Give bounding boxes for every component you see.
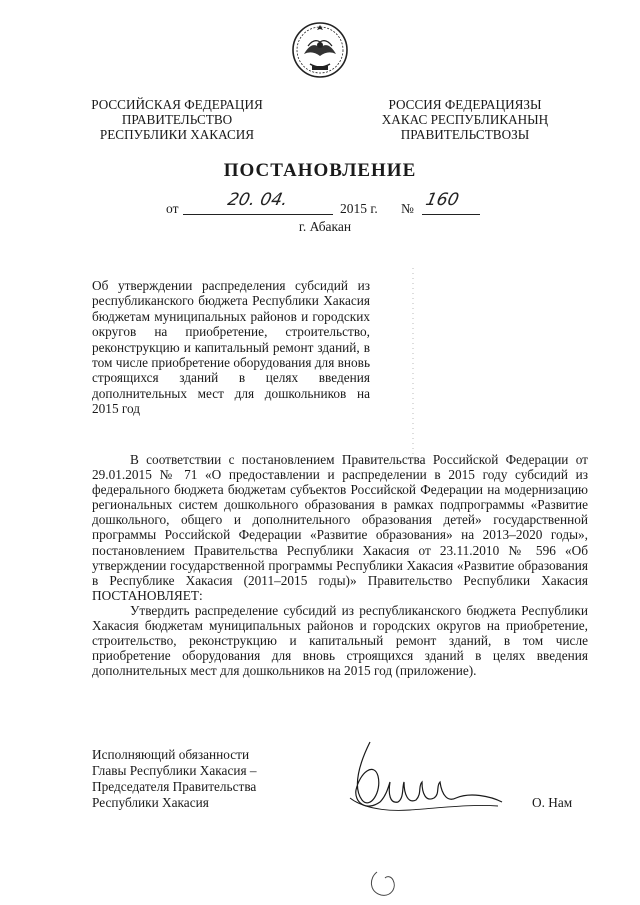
date-underline (183, 214, 333, 215)
header-right-line: ПРАВИТЕЛЬСТВОЗЫ (400, 127, 530, 142)
header-left-line: РОССИЙСКАЯ ФЕДЕРАЦИЯ (91, 97, 263, 112)
signer-title-line: Председателя Правительства (92, 779, 257, 794)
body-paragraph: Утвердить распределение субсидий из республиканского бюджета Республики Хакасия бюджетам муниципальных районов и городских округов на приобретение, строительство, реконструкцию и капитальный ремонт зданий, в том числе приобретение оборудования для вновь строящихся зданий в целях введения дополнительных мест для дошкольников на 2015 год (приложение). (92, 602, 588, 679)
header-left-line: РЕСПУБЛИКИ ХАКАСИЯ (99, 127, 255, 142)
document-subject: Об утверждении распределения субсидий из республиканского бюджета Республики Хакасия бюджетам муниципальных районов и городских округов на приобретение, строительство, реконструкцию и капитальный ремонт зданий, в том числе приобретение оборудования для вновь строящихся зданий в целях введения дополнительных мест для дошкольников на 2015 год (92, 278, 371, 417)
signer-title-line: Республики Хакасия (92, 795, 209, 810)
year-label: 2015 г. (340, 201, 378, 216)
body-paragraph: В соответствии с постановлением Правительства Российской Федерации от 29.01.2015 № 71 «О предоставлении и распределении в 2015 году субсидий из федерального бюджета бюджетам субъектов Российской Федерации на модернизацию региональных систем дошкольного образования в рамках подпрограммы «Развитие дошкольного, общего и дополнительного образования детей» государственной программы Российской Федерации «Развитие образования» на 2013–2020 годы», постановлением Правительства Республики Хакасия от 23.11.2010 № 596 «Об утверждении государственной программы Республики Хакасия «Развитие образования в Республике Хакасия (2011–2015 годы)» Правительство Республики Хакасия ПОСТАНОВЛЯЕТ: (92, 452, 588, 603)
date-prefix: от (166, 201, 179, 216)
signer-title (92, 747, 312, 811)
handwritten-signature (330, 732, 510, 822)
number-underline (422, 214, 480, 215)
header-left-russian (82, 97, 272, 142)
handwritten-number: 160 (423, 190, 461, 210)
signer-title-line: Главы Республики Хакасия – (92, 763, 257, 778)
scan-dotted-mark (408, 268, 418, 458)
document-type-title: ПОСТАНОВЛЕНИЕ (223, 160, 417, 181)
signer-name: О. Нам (532, 795, 573, 810)
signer-title-line: Исполняющий обязанности (92, 747, 250, 762)
coat-of-arms-emblem (290, 20, 350, 80)
header-right-line: РОССИЯ ФЕДЕРАЦИЯЗЫ (388, 97, 542, 112)
handwritten-date: 20. 04. (225, 190, 290, 210)
header-right-line: ХАКАС РЕСПУБЛИКАНЫҢ (381, 112, 549, 127)
handwritten-mark (367, 868, 401, 898)
header-left-line: ПРАВИТЕЛЬСТВО (121, 112, 233, 127)
number-label: № (401, 201, 414, 216)
city-label: г. Абакан (298, 219, 352, 234)
document-body (92, 452, 588, 678)
header-right-khakas (370, 97, 560, 142)
